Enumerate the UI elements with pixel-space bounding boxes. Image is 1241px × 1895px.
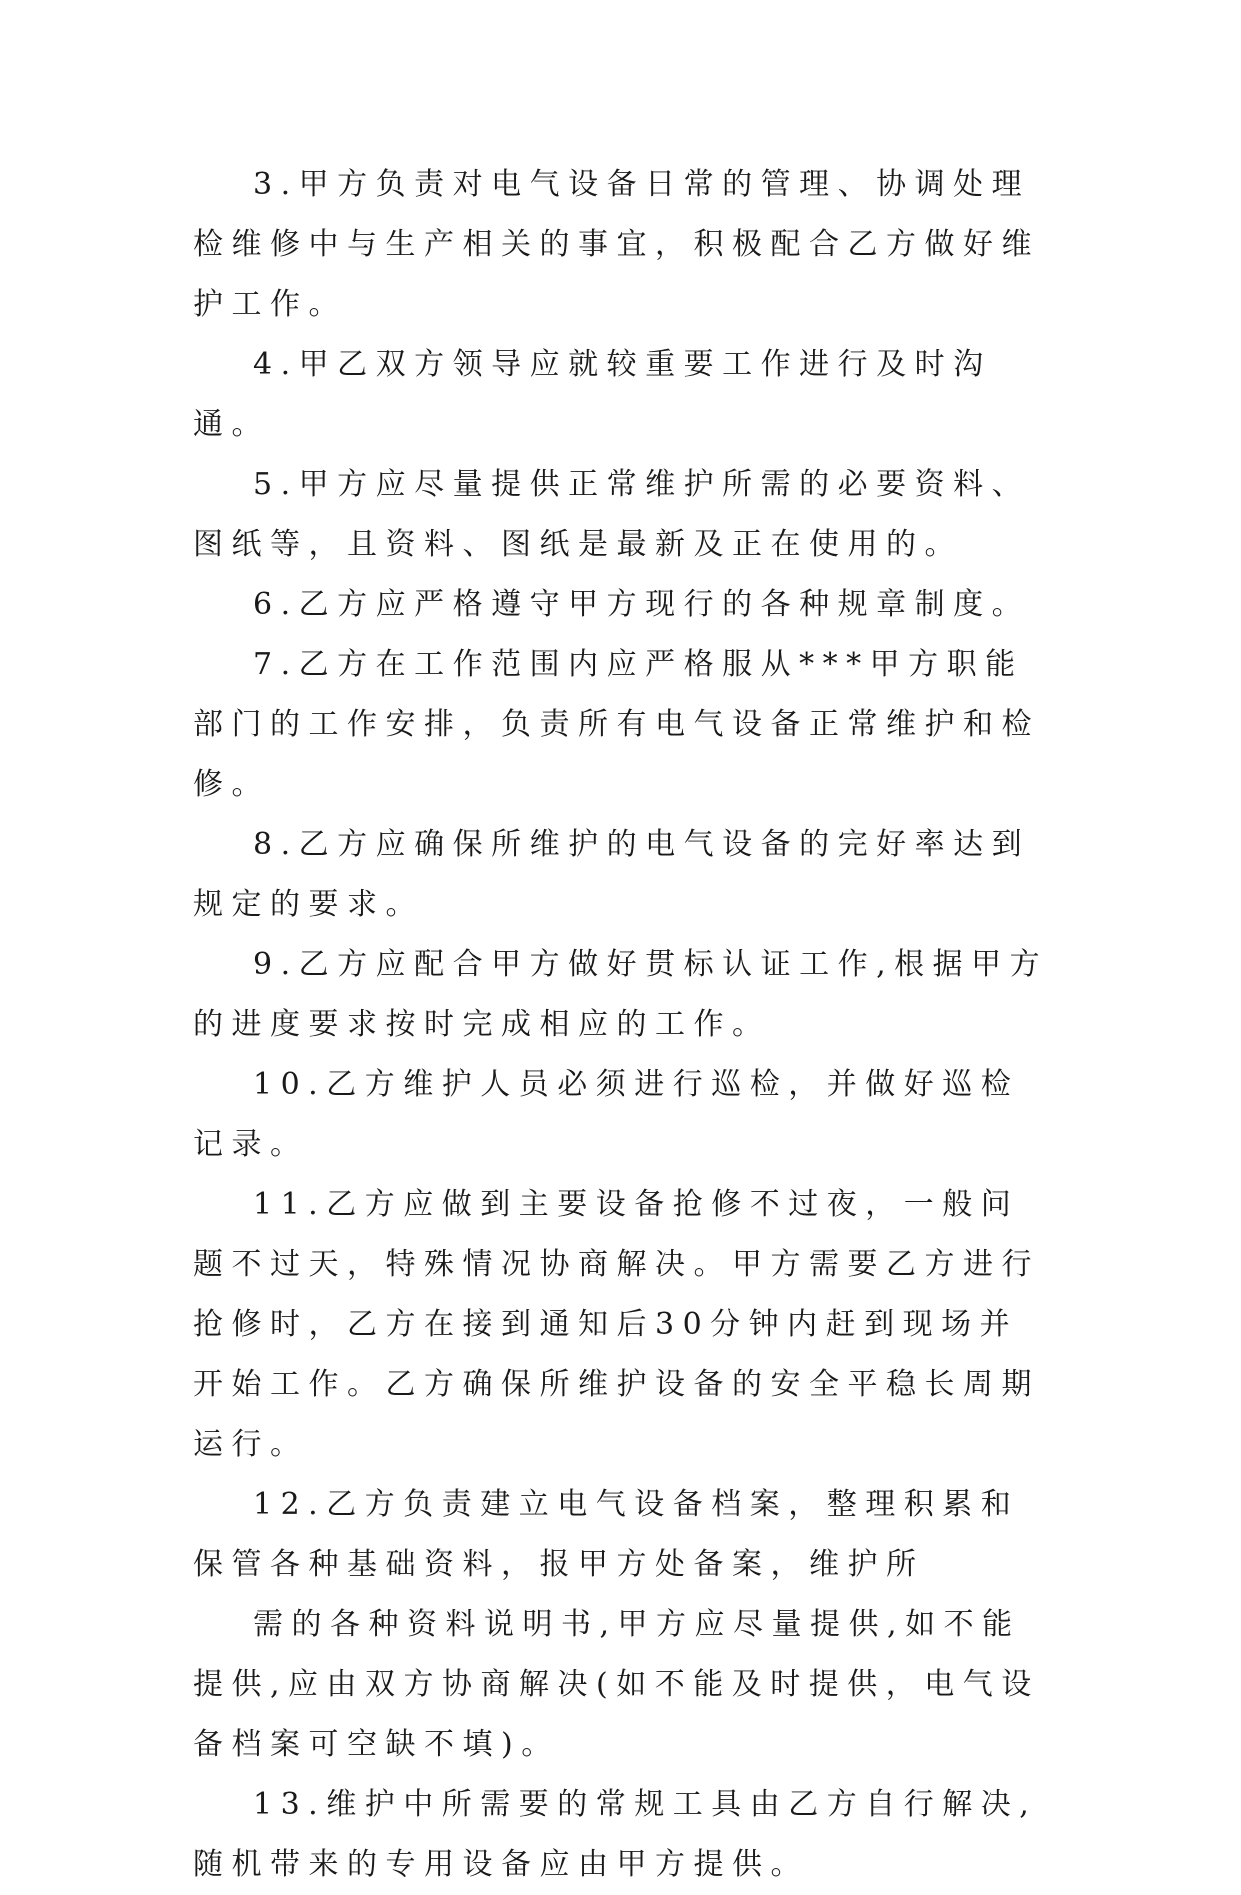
clause-5: 5.甲方应尽量提供正常维护所需的必要资料、图纸等，且资料、图纸是最新及正在使用的。 <box>193 467 1031 562</box>
clause-12: 12.乙方负责建立电气设备档案，整理积累和保管各种基础资料，报甲方处备案，维护所 <box>193 1487 1020 1582</box>
clause-3: 3.甲方负责对电气设备日常的管理、协调处理检维修中与生产相关的事宜，积极配合乙方做好维护工作。 <box>193 167 1040 322</box>
clause-7: 7.乙方在工作范围内应严格服从***甲方职能部门的工作安排，负责所有电气设备正常维护和检修。 <box>193 647 1040 802</box>
clause-11: 11.乙方应做到主要设备抢修不过夜，一般问题不过天，特殊情况协商解决。甲方需要乙方进行抢修时，乙方在接到通知后30分钟内赶到现场并开始工作。乙方确保所维护设备的安全平稳长周期运行。 <box>193 1187 1040 1462</box>
clause-9: 9.乙方应配合甲方做好贯标认证工作,根据甲方的进度要求按时完成相应的工作。 <box>193 947 1049 1042</box>
clause-10: 10.乙方维护人员必须进行巡检，并做好巡检记录。 <box>193 1067 1020 1162</box>
clause-12-continued: 需的各种资料说明书,甲方应尽量提供,如不能提供,应由双方协商解决(如不能及时提供，电气设备档案可空缺不填)。 <box>193 1607 1040 1762</box>
clause-13: 13.维护中所需要的常规工具由乙方自行解决,随机带来的专用设备应由甲方提供。 <box>193 1787 1038 1882</box>
clause-4: 4.甲乙双方领导应就较重要工作进行及时沟通。 <box>193 347 992 442</box>
clause-8: 8.乙方应确保所维护的电气设备的完好率达到规定的要求。 <box>193 827 1031 922</box>
document-body <box>193 155 1053 1895</box>
clause-6: 6.乙方应严格遵守甲方现行的各种规章制度。 <box>253 587 1031 622</box>
